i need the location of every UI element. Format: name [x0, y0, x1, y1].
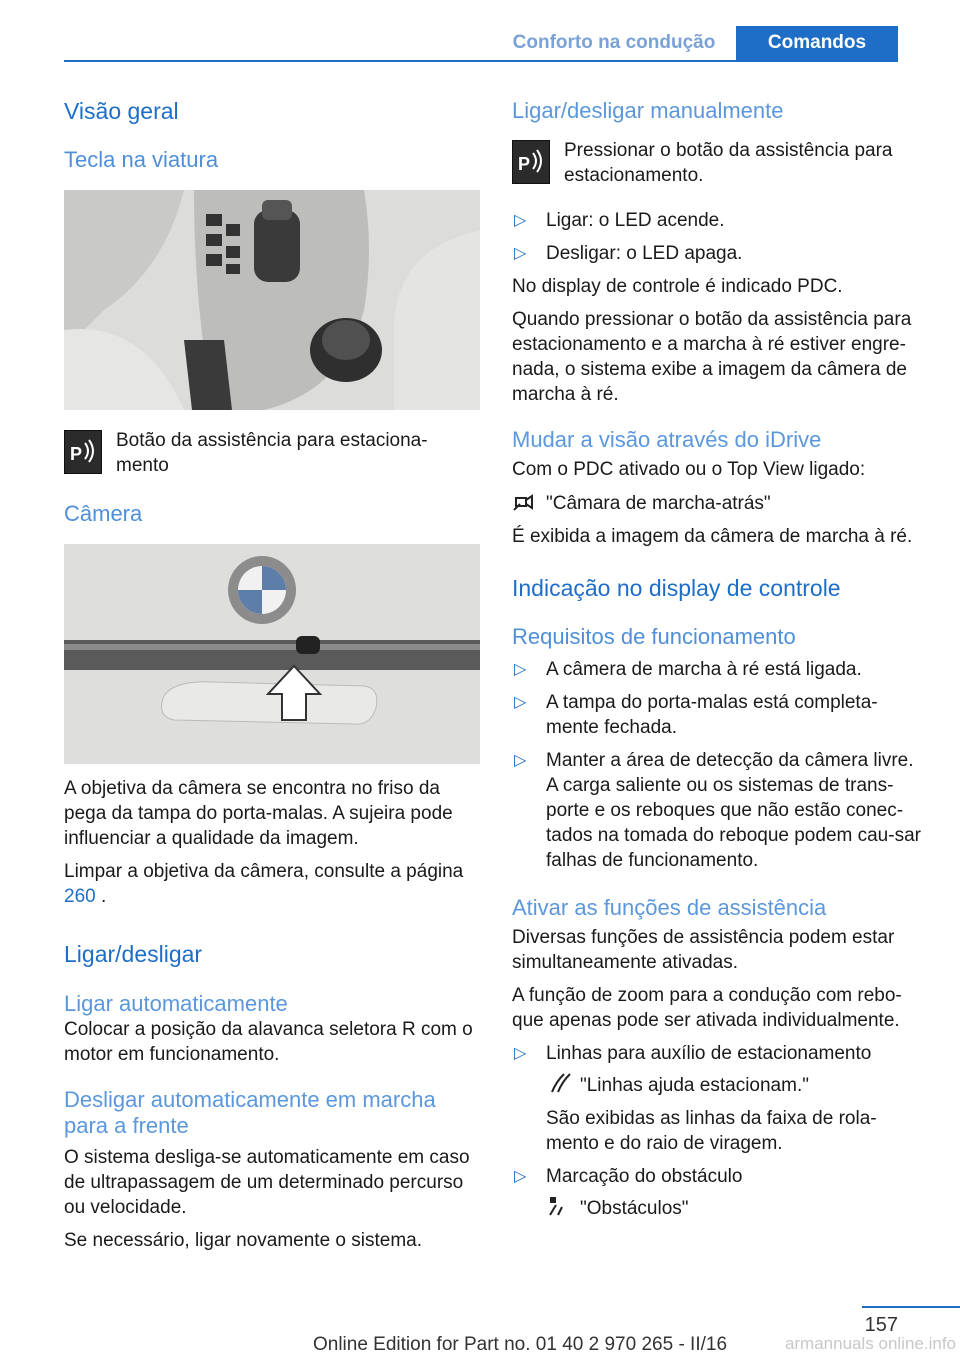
chapter-tab[interactable]: Comandos — [736, 26, 898, 62]
svg-text:P: P — [70, 444, 83, 464]
idrive-menu-row — [512, 490, 928, 516]
idrive-result: É exibida a imagem da câmera de marcha à ré. — [512, 526, 913, 547]
auto-off-text-1: O sistema desliga-se automaticamente em caso de ultrapassagem de um determinado percurso ou velocidade. — [64, 1147, 470, 1218]
manual-row — [512, 138, 928, 188]
svg-text:P: P — [518, 154, 531, 174]
reverse-text: Quando pressionar o botão da assistência para estacionamento e a marcha à ré estiver engre‐nada, o sistema exibe a imagem da câmera de marcha à ré. — [512, 309, 912, 405]
assist-heading: Ativar as funções de assistência — [512, 895, 827, 920]
auto-off-heading: Desligar automaticamente em marcha para a frente — [64, 1087, 436, 1138]
left-column — [64, 96, 480, 1253]
list-item — [512, 657, 928, 682]
camera-text-2-pre: Limpar a objetiva da câmera, consulte a página — [64, 861, 464, 882]
obstacle-menu-row — [546, 1195, 928, 1221]
triangle-bullet-icon: ▷ — [514, 212, 527, 229]
manual-heading: Ligar/desligar manualmente — [512, 98, 784, 123]
assist-list — [512, 1041, 928, 1221]
triangle-bullet-icon: ▷ — [514, 1168, 527, 1185]
obstacle-menu-label[interactable]: "Obstáculos" — [580, 1198, 689, 1219]
camera-text-1: A objetiva da câmera se encontra no friso da pega da tampa do porta-malas. A sujeira pode influenciar a qualidade da imagem. — [64, 778, 453, 849]
key-heading: Tecla na viatura — [64, 147, 219, 172]
lines-description: São exibidas as linhas da faixa de rola‐mento e do raio de viragem. — [546, 1108, 877, 1154]
camera-heading: Câmera — [64, 501, 143, 526]
assist-text-2: A função de zoom para a condução com rebo‐que apenas pode ser ativada individualmente. — [512, 985, 902, 1031]
auto-on-heading: Ligar automaticamente — [64, 991, 288, 1016]
parking-assist-button-icon — [64, 430, 102, 474]
auto-off-text-2: Se necessário, ligar novamente o sistema. — [64, 1230, 423, 1251]
parking-assist-button-icon — [512, 140, 550, 184]
auto-on-text: Colocar a posição da alavanca seletora R com o motor em funcionamento. — [64, 1019, 473, 1065]
requirements-list — [512, 657, 928, 873]
manual-list — [512, 208, 928, 266]
idrive-text: Com o PDC ativado ou o Top View ligado: — [512, 459, 866, 480]
camera-photo — [64, 544, 480, 764]
key-caption: Botão da assistência para estaciona‐mento — [116, 430, 428, 476]
triangle-bullet-icon: ▷ — [514, 1045, 527, 1062]
obstacle-marking-icon — [546, 1195, 574, 1217]
idrive-menu-label[interactable]: "Câmara de marcha-atrás" — [546, 493, 771, 514]
page-link-260[interactable]: 260 — [64, 886, 96, 907]
list-item — [512, 690, 928, 740]
list-item — [512, 1164, 928, 1221]
footer-edition: Online Edition for Part no. 01 40 2 970 265 - II/16 — [312, 1334, 728, 1355]
triangle-bullet-icon: ▷ — [514, 661, 527, 678]
list-item — [512, 208, 928, 233]
list-item-text: Manter a área de detecção da câmera livre. A carga saliente ou os sistemas de trans‐porte e os reboques que não estão conec‐tados na tomada do reboque podem cau‐sar falhas de funcionamento. — [546, 750, 921, 871]
parking-lines-icon — [546, 1072, 574, 1094]
idrive-heading: Mudar a visão através do iDrive — [512, 427, 822, 452]
section-tab[interactable]: Conforto na condução — [512, 32, 716, 53]
pdc-text: No display de controle é indicado PDC. — [512, 276, 843, 297]
list-item — [512, 1041, 928, 1156]
requirements-heading: Requisitos de funcionamento — [512, 624, 796, 649]
key-caption-row — [64, 428, 480, 478]
page-number: 157 — [864, 1314, 898, 1336]
watermark: armannuals online.info — [784, 1334, 956, 1353]
lines-menu-label[interactable]: "Linhas ajuda estacionam." — [580, 1075, 809, 1096]
triangle-bullet-icon: ▷ — [514, 245, 527, 262]
header-rule — [64, 60, 898, 62]
camera-text-2-post: . — [95, 886, 107, 907]
overview-heading: Visão geral — [64, 98, 179, 124]
triangle-bullet-icon: ▷ — [514, 752, 527, 769]
assist-text-1: Diversas funções de assistência podem estar simultaneamente ativadas. — [512, 927, 895, 973]
list-item-text: Desligar: o LED apaga. — [546, 243, 743, 264]
list-item — [512, 241, 928, 266]
list-item-text: A tampa do porta-malas está completa‐mente fechada. — [546, 692, 878, 738]
camera-text-2 — [64, 859, 480, 909]
onoff-heading: Ligar/desligar — [64, 941, 203, 967]
display-heading: Indicação no display de controle — [512, 575, 841, 601]
console-illustration — [64, 190, 480, 410]
lines-item-text: Linhas para auxílio de estacionamento — [546, 1043, 872, 1064]
list-item — [512, 748, 928, 873]
console-photo — [64, 190, 480, 410]
triangle-bullet-icon: ▷ — [514, 694, 527, 711]
obstacle-item-text: Marcação do obstáculo — [546, 1166, 743, 1187]
list-item-text: A câmera de marcha à ré está ligada. — [546, 659, 862, 680]
list-item-text: Ligar: o LED acende. — [546, 210, 725, 231]
page-header — [0, 0, 960, 62]
lines-menu-row — [546, 1072, 928, 1098]
right-column — [512, 96, 928, 1221]
camera-illustration — [64, 544, 480, 764]
manual-text: Pressionar o botão da assistência para estacionamento. — [564, 140, 893, 186]
footer-rule — [862, 1306, 960, 1308]
rear-camera-icon — [512, 490, 540, 512]
